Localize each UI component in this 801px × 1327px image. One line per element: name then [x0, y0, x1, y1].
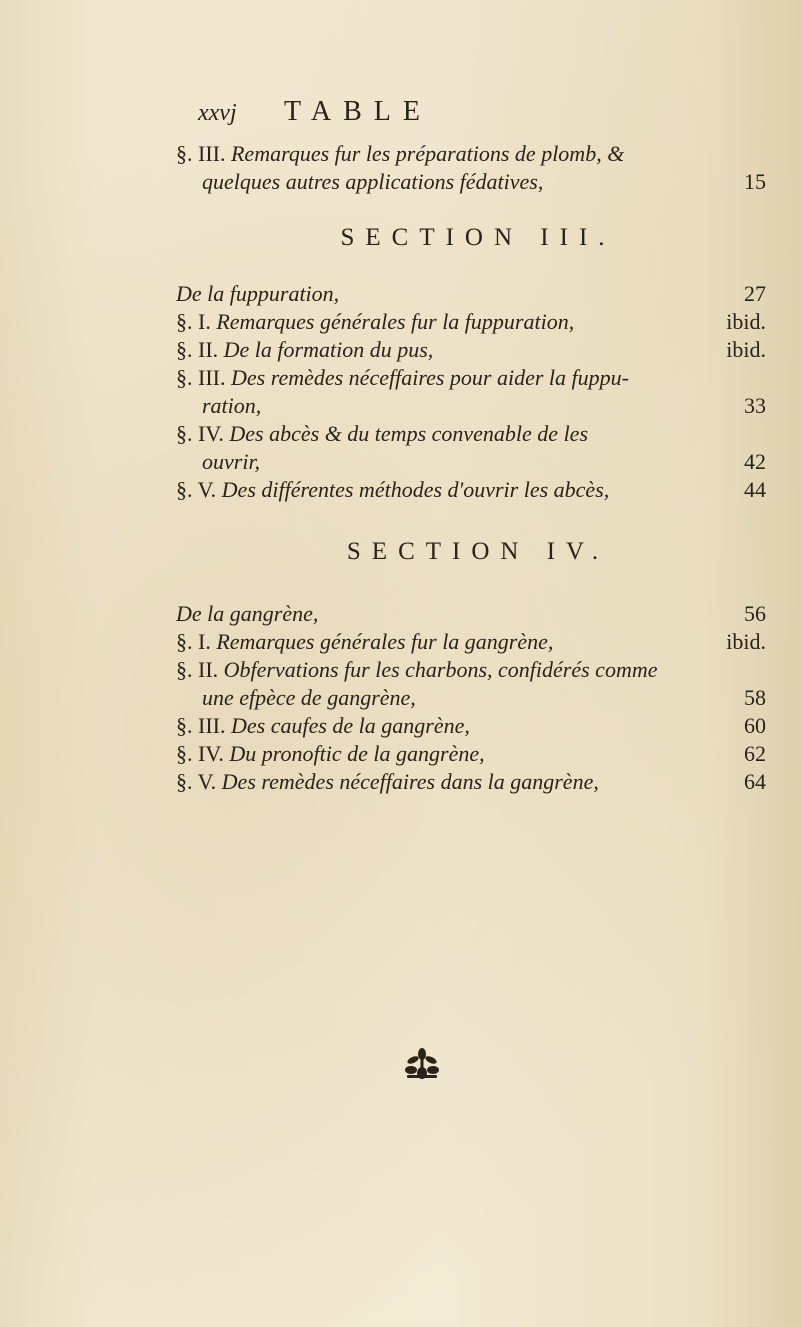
- entry-first-line: [176, 365, 629, 390]
- toc-entry: [176, 768, 766, 796]
- entry-title: De la fuppuration,: [176, 281, 340, 306]
- section-symbol: §.: [176, 337, 193, 362]
- entry-first-line: [176, 337, 433, 362]
- entry-first-line: [176, 141, 624, 166]
- toc-entry: [176, 600, 766, 628]
- entry-number: II.: [198, 337, 219, 362]
- entry-first-line: [176, 769, 599, 794]
- table-of-contents: [176, 140, 766, 796]
- entry-page: 42: [744, 449, 766, 474]
- entry-title: Obfervations fur les charbons, confidérés comme: [223, 657, 658, 682]
- toc-entry: [176, 280, 766, 308]
- section-heading: SECTION III.: [340, 224, 616, 251]
- entry-title: Des caufes de la gangrène,: [230, 713, 470, 738]
- entry-number: V.: [197, 477, 217, 502]
- toc-entry: [176, 628, 766, 656]
- toc-entry: [176, 656, 766, 712]
- entry-first-line: [176, 309, 574, 334]
- entry-number: V.: [197, 769, 217, 794]
- entry-page: 58: [744, 685, 766, 710]
- page-number: xxvj: [198, 100, 237, 126]
- entry-number: III.: [198, 713, 226, 738]
- entry-first-line: [176, 741, 485, 766]
- entry-title: Des remèdes néceffaires pour aider la fuppu-: [230, 365, 629, 390]
- running-title: TABLE: [284, 96, 432, 127]
- entry-number: I.: [198, 309, 211, 334]
- section-symbol: §.: [176, 769, 193, 794]
- entry-page: 15: [744, 169, 766, 194]
- entry-first-line: [176, 421, 588, 446]
- entry-number: II.: [198, 657, 219, 682]
- section-symbol: §.: [176, 421, 193, 446]
- entry-title: Remarques générales fur la gangrène,: [216, 629, 554, 654]
- entry-title: Du pronoftic de la gangrène,: [229, 741, 485, 766]
- running-header: [198, 96, 598, 140]
- entry-first-line: [176, 713, 470, 738]
- entry-page: ibid.: [726, 337, 766, 362]
- section-symbol: §.: [176, 741, 193, 766]
- toc-entry: [176, 140, 766, 196]
- entry-first-line: [176, 629, 553, 654]
- entry-title: Des abcès & du temps convenable de les: [229, 421, 589, 446]
- entry-first-line: [176, 477, 609, 502]
- entry-first-line: [176, 657, 657, 682]
- toc-entry: [176, 364, 766, 420]
- entry-number: III.: [198, 141, 226, 166]
- entry-page: 62: [744, 741, 766, 766]
- entry-page: 44: [744, 477, 766, 502]
- entry-title-continued: quelques autres applications fédatives,: [202, 169, 544, 194]
- toc-entry: [176, 476, 766, 504]
- entry-number: I.: [198, 629, 211, 654]
- toc-entry: [176, 420, 766, 476]
- entry-title: Remarques fur les préparations de plomb, &: [230, 141, 625, 166]
- entry-number: III.: [198, 365, 226, 390]
- entry-first-line: [176, 601, 318, 626]
- section-symbol: §.: [176, 713, 193, 738]
- entry-title-continued: ration,: [202, 393, 262, 418]
- section-symbol: §.: [176, 309, 193, 334]
- entry-page: 60: [744, 713, 766, 738]
- toc-entry: [176, 740, 766, 768]
- entry-page: 33: [744, 393, 766, 418]
- section-heading: SECTION IV.: [346, 538, 610, 565]
- section-symbol: §.: [176, 629, 193, 654]
- fleuron-ornament-icon: [403, 1046, 441, 1082]
- entry-number: IV.: [198, 741, 224, 766]
- toc-entry: [176, 308, 766, 336]
- entry-title-continued: ouvrir,: [202, 449, 261, 474]
- entry-page: ibid.: [726, 629, 766, 654]
- section-symbol: §.: [176, 141, 193, 166]
- entry-page: 64: [744, 769, 766, 794]
- entry-title: De la formation du pus,: [223, 337, 434, 362]
- entry-title: Remarques générales fur la fuppuration,: [216, 309, 575, 334]
- section-symbol: §.: [176, 657, 193, 682]
- toc-entry: [176, 712, 766, 740]
- entry-page: ibid.: [726, 309, 766, 334]
- section-symbol: §.: [176, 365, 193, 390]
- entry-title: Des remèdes néceffaires dans la gangrène,: [221, 769, 599, 794]
- entry-title-continued: une efpèce de gangrène,: [202, 685, 416, 710]
- entry-page: 27: [744, 281, 766, 306]
- entry-title: Des différentes méthodes d'ouvrir les abcès,: [221, 477, 610, 502]
- entry-first-line: [176, 281, 339, 306]
- entry-page: 56: [744, 601, 766, 626]
- entry-number: IV.: [198, 421, 224, 446]
- entry-title: De la gangrène,: [176, 601, 319, 626]
- toc-entry: [176, 336, 766, 364]
- section-symbol: §.: [176, 477, 193, 502]
